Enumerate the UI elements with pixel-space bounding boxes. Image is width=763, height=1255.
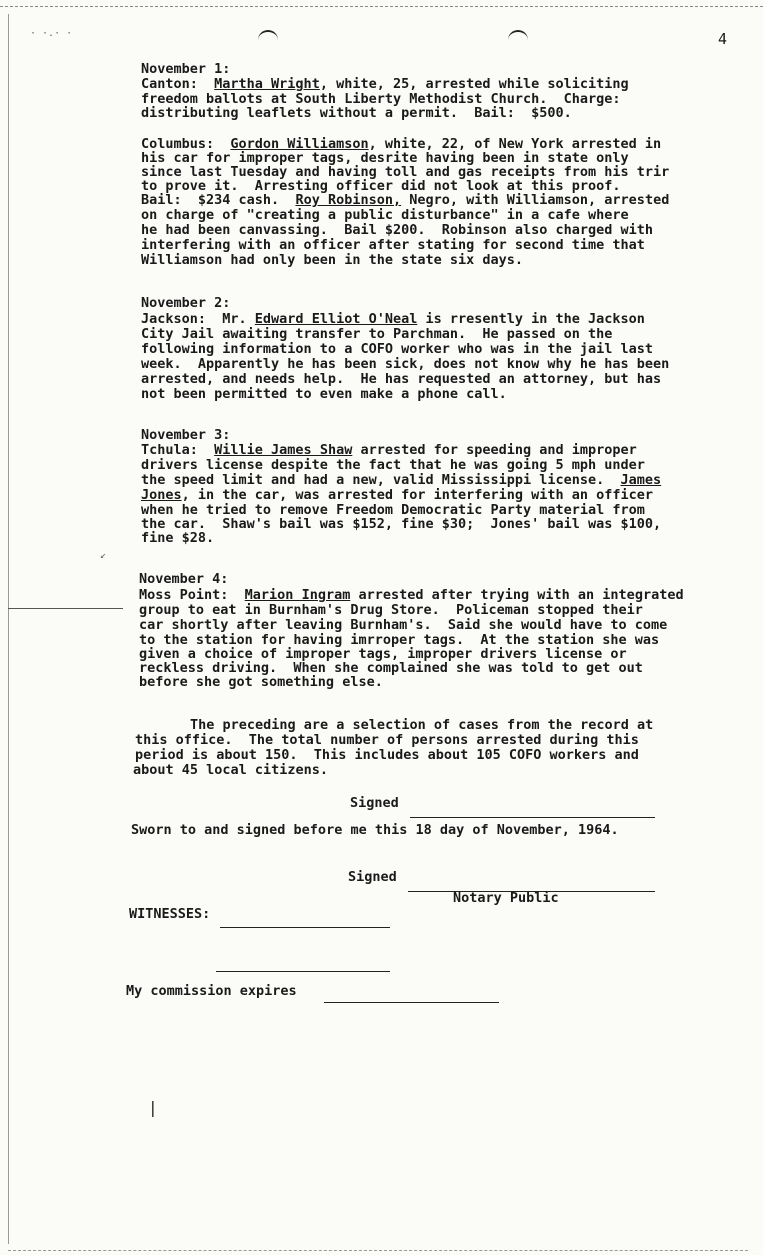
person-name: Willie James Shaw xyxy=(214,442,353,458)
entry-line: Columbus: Gordon Williamson, white, 22, of New York arrested in xyxy=(141,136,662,152)
entry-line: fine $28. xyxy=(141,530,215,546)
entry-line: on charge of "creating a public disturbance" in a cafe where xyxy=(141,207,629,223)
entry-line: City Jail awaiting transfer to Parchman. He passed on the xyxy=(141,326,613,342)
entry-line: week. Apparently he has been sick, does not know why he has been xyxy=(141,356,670,372)
entry-line: group to eat in Burnham's Drug Store. Policeman stopped their xyxy=(139,602,643,618)
person-name: Jones xyxy=(141,487,182,503)
punch-hole-mark xyxy=(258,30,278,42)
pen-mark: | xyxy=(148,1098,158,1117)
entry-line: car shortly after leaving Burnham's. Said she would have to come xyxy=(139,617,668,633)
entry-line: his car for improper tags, desrite having been in state only xyxy=(141,150,629,166)
entry-date: November 4: xyxy=(139,571,229,587)
commission-label: My commission expires xyxy=(126,983,297,999)
entry-line: when he tried to remove Freedom Democratic Party material from xyxy=(141,502,645,518)
entry-line: freedom ballots at South Liberty Methodist Church. Charge: xyxy=(141,91,621,107)
punch-hole-mark xyxy=(508,30,528,42)
sworn-statement: Sworn to and signed before me this 18 day of November, 1964. xyxy=(131,822,619,838)
left-margin-line xyxy=(8,14,9,1244)
entry-line: not been permitted to even make a phone call. xyxy=(141,386,507,402)
entry-date: November 2: xyxy=(141,295,231,311)
entry-date: November 1: xyxy=(141,61,231,77)
witness-line xyxy=(216,971,390,972)
entry-line: he had been canvassing. Bail $200. Robinson also charged with xyxy=(141,222,654,238)
top-edge xyxy=(0,6,763,7)
witnesses-label: WITNESSES: xyxy=(129,906,211,922)
entry-line: before she got something else. xyxy=(139,674,383,690)
page-number: 4 xyxy=(718,30,728,48)
summary-line: about 45 local citizens. xyxy=(133,762,329,778)
entry-line: distributing leaflets without a permit. Bail: $500. xyxy=(141,105,572,121)
entry-line: the speed limit and had a new, valid Mississippi license. James xyxy=(141,472,662,488)
person-name: Roy Robinson, xyxy=(295,192,402,208)
notary-label: Notary Public xyxy=(453,890,559,906)
entry-line: given a choice of improper tags, improper drivers license or xyxy=(139,646,627,662)
commission-line xyxy=(324,1002,499,1003)
entry-line: arrested, and needs help. He has requested an attorney, but has xyxy=(141,371,662,387)
entry-line: Tchula: Willie James Shaw arrested for speeding and improper xyxy=(141,442,637,458)
entry-date: November 3: xyxy=(141,427,231,443)
summary-line: The preceding are a selection of cases from the record at xyxy=(190,717,654,733)
smudge-mark: · ·.· · xyxy=(30,28,73,39)
entry-line: following information to a COFO worker who was in the jail last xyxy=(141,341,654,357)
signed-label: Signed xyxy=(350,795,399,811)
witness-line xyxy=(220,927,390,928)
summary-line: this office. The total number of persons arrested during this xyxy=(135,732,639,748)
signature-line xyxy=(410,817,655,818)
entry-line: drivers license despite the fact that he was going 5 mph under xyxy=(141,457,645,473)
person-name: Marion Ingram xyxy=(244,587,351,603)
entry-line: Jones, in the car, was arrested for interfering with an officer xyxy=(141,487,654,503)
margin-mark xyxy=(8,608,123,609)
entry-line: Bail: $234 cash. Roy Robinson, Negro, with Williamson, arrested xyxy=(141,192,670,208)
entry-line: since last Tuesday and having toll and gas receipts from his trir xyxy=(141,164,670,180)
entry-line: Jackson: Mr. Edward Elliot O'Neal is rresently in the Jackson xyxy=(141,311,645,327)
entry-line: the car. Shaw's bail was $152, fine $30; Jones' bail was $100, xyxy=(141,516,662,532)
signed-label: Signed xyxy=(348,869,397,885)
person-name: Martha Wright xyxy=(214,76,320,92)
entry-line: Canton: Martha Wright, white, 25, arrested while soliciting xyxy=(141,76,629,92)
entry-line: interfering with an officer after stating for second time that xyxy=(141,237,645,253)
entry-line: to prove it. Arresting officer did not look at this proof. xyxy=(141,178,621,194)
bottom-edge xyxy=(8,1250,748,1251)
entry-line: to the station for having imrroper tags. At the station she was xyxy=(139,632,660,648)
entry-line: reckless driving. When she complained she was told to get out xyxy=(139,660,643,676)
smudge-mark: ↙ xyxy=(100,550,107,561)
person-name: Edward Elliot O'Neal xyxy=(254,311,418,327)
person-name: Gordon Williamson xyxy=(230,136,369,152)
person-name: James xyxy=(620,472,662,488)
entry-line: Williamson had only been in the state six days. xyxy=(141,252,524,268)
summary-line: period is about 150. This includes about 105 COFO workers and xyxy=(135,747,639,763)
entry-line: Moss Point: Marion Ingram arrested after trying with an integrated xyxy=(139,587,684,603)
